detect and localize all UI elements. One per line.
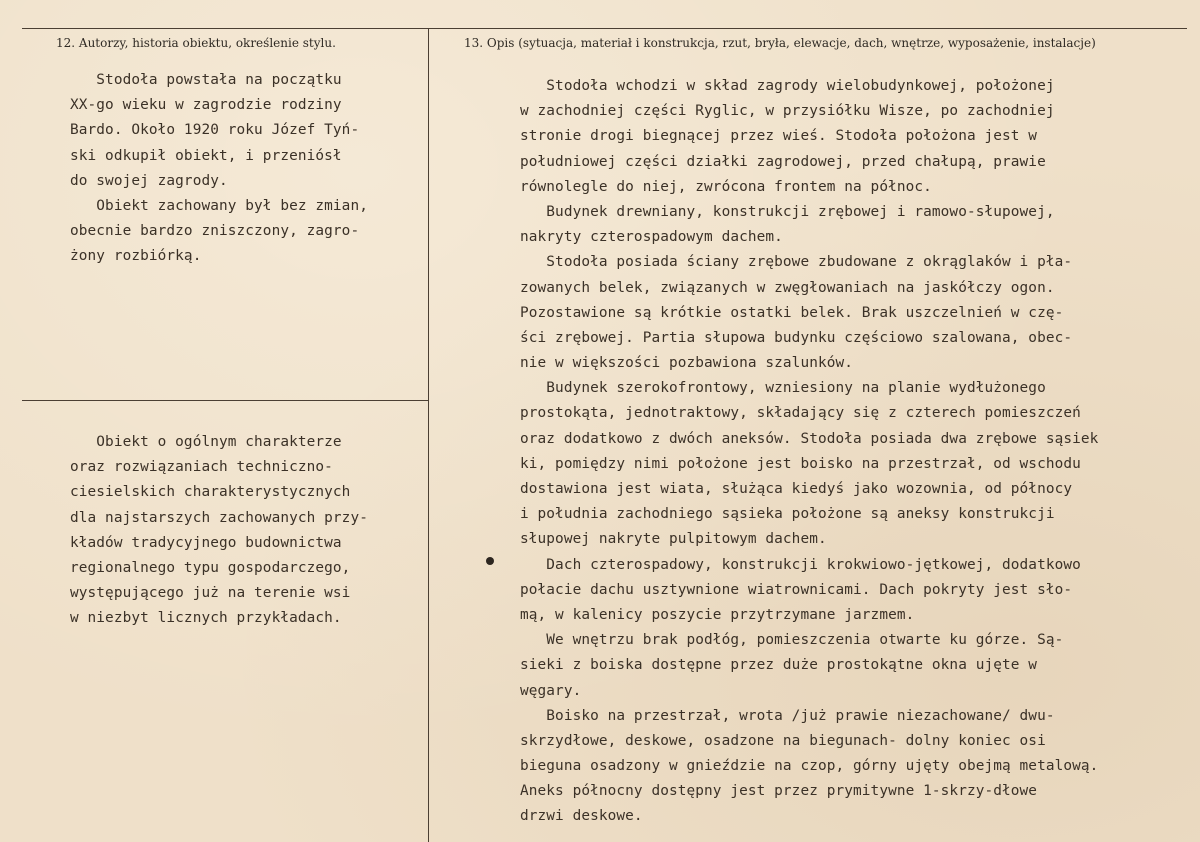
text-line: oraz rozwiązaniach techniczno- (70, 459, 333, 476)
text-line: żony rozbiórką. (70, 248, 202, 265)
text-line: stronie drogi biegnącej przez wieś. Stodoła położona jest w (520, 128, 1038, 145)
text-line: Bardo. Około 1920 roku Józef Tyń- (70, 122, 360, 139)
text-line: ski odkupił obiekt, i przeniósł (70, 147, 342, 164)
text-line: skrzydłowe, deskowe, osadzone na biegunach- dolny koniec osi (520, 732, 1046, 749)
text-line: połacie dachu usztywnione wiatrownicami. Dach pokryty jest sło- (520, 581, 1073, 598)
style-text (70, 430, 368, 632)
column-divider (428, 28, 429, 842)
text-line: Budynek szerokofrontowy, wzniesiony na planie wydłużonego (520, 380, 1046, 397)
history-text (70, 68, 368, 270)
description-text (520, 74, 1098, 830)
text-line: występującego już na terenie wsi (70, 585, 351, 602)
text-line: w zachodniej części Ryglic, w przysiółku Wisze, po zachodniej (520, 103, 1055, 120)
text-line: drzwi deskowe. (520, 808, 643, 825)
text-line: Obiekt o ogólnym charakterze (70, 434, 342, 450)
text-line: oraz dodatkowo z dwóch aneksów. Stodoła posiada dwa zrębowe sąsiek (520, 430, 1099, 447)
text-line: Budynek drewniany, konstrukcji zrębowej i ramowo-słupowej, (520, 203, 1055, 220)
text-line: w niezbyt licznych przykładach. (70, 610, 342, 627)
ink-dot (486, 557, 494, 565)
text-line: dla najstarszych zachowanych przy- (70, 509, 368, 526)
text-line: słupowej nakryte pulpitowym dachem. (520, 531, 827, 548)
text-line: ciesielskich charakterystycznych (70, 484, 351, 501)
section-12-header: 12. Autorzy, historia obiektu, określenie stylu. (56, 36, 336, 50)
text-line: nakryty czterospadowym dachem. (520, 229, 783, 246)
text-line: ki, pomiędzy nimi położone jest boisko na przestrzał, od wschodu (520, 455, 1081, 472)
text-line: prostokąta, jednotraktowy, składający się z czterech pomieszczeń (520, 405, 1081, 422)
text-line: sieki z boiska dostępne przez duże prostokątne okna ujęte w (520, 657, 1038, 674)
text-line: nie w większości pozbawiona szalunków. (520, 355, 854, 372)
text-line: węgary. (520, 682, 582, 699)
text-line: Dach czterospadowy, konstrukcji krokwiowo-jętkowej, dodatkowo (520, 556, 1081, 573)
text-line: do swojej zagrody. (70, 172, 228, 189)
text-line: Stodoła wchodzi w skład zagrody wielobudynkowej, położonej (520, 78, 1055, 94)
text-line: Boisko na przestrzał, wrota /już prawie niezachowane/ dwu- (520, 707, 1055, 724)
text-line: regionalnego typu gospodarczego, (70, 559, 351, 576)
text-line: Aneks północny dostępny jest przez prymitywne 1-skrzy-dłowe (520, 783, 1038, 800)
text-line: bieguna osadzony w gnieździe na czop, górny ujęty obejmą metalową. (520, 758, 1099, 775)
top-rule (22, 28, 1187, 29)
text-line: XX-go wieku w zagrodzie rodziny (70, 97, 342, 114)
text-line: mą, w kalenicy poszycie przytrzymane jarzmem. (520, 606, 915, 623)
text-line: Stodoła powstała na początku (70, 72, 342, 88)
text-line: obecnie bardzo zniszczony, zagro- (70, 223, 360, 240)
text-line: zowanych belek, związanych w zwęgłowaniach na jaskółczy ogon. (520, 279, 1055, 296)
text-line: dostawiona jest wiata, służąca kiedyś jako wozownia, od północy (520, 481, 1073, 497)
text-line: i południa zachodniego sąsieka położone są aneksy konstrukcji (520, 506, 1055, 523)
text-line: Obiekt zachowany był bez zmian, (70, 197, 368, 214)
text-line: Pozostawione są krótkie ostatki belek. Brak uszczelnień w czę- (520, 304, 1064, 321)
section-13-header: 13. Opis (sytuacja, materiał i konstrukcja, rzut, bryła, elewacje, dach, wnętrze, wyposażenie, instalacje) (464, 36, 1096, 50)
text-line: kładów tradycyjnego budownictwa (70, 534, 342, 551)
text-line: We wnętrzu brak podłóg, pomieszczenia otwarte ku górze. Są- (520, 632, 1064, 649)
text-line: równolegle do niej, zwrócona frontem na północ. (520, 178, 932, 195)
text-line: Stodoła posiada ściany zrębowe zbudowane z okrąglaków i pła- (520, 254, 1073, 271)
text-line: ści zrębowej. Partia słupowa budynku częściowo szalowana, obec- (520, 329, 1073, 346)
text-line: południowej części działki zagrodowej, przed chałupą, prawie (520, 153, 1046, 170)
left-section-divider (22, 400, 428, 401)
